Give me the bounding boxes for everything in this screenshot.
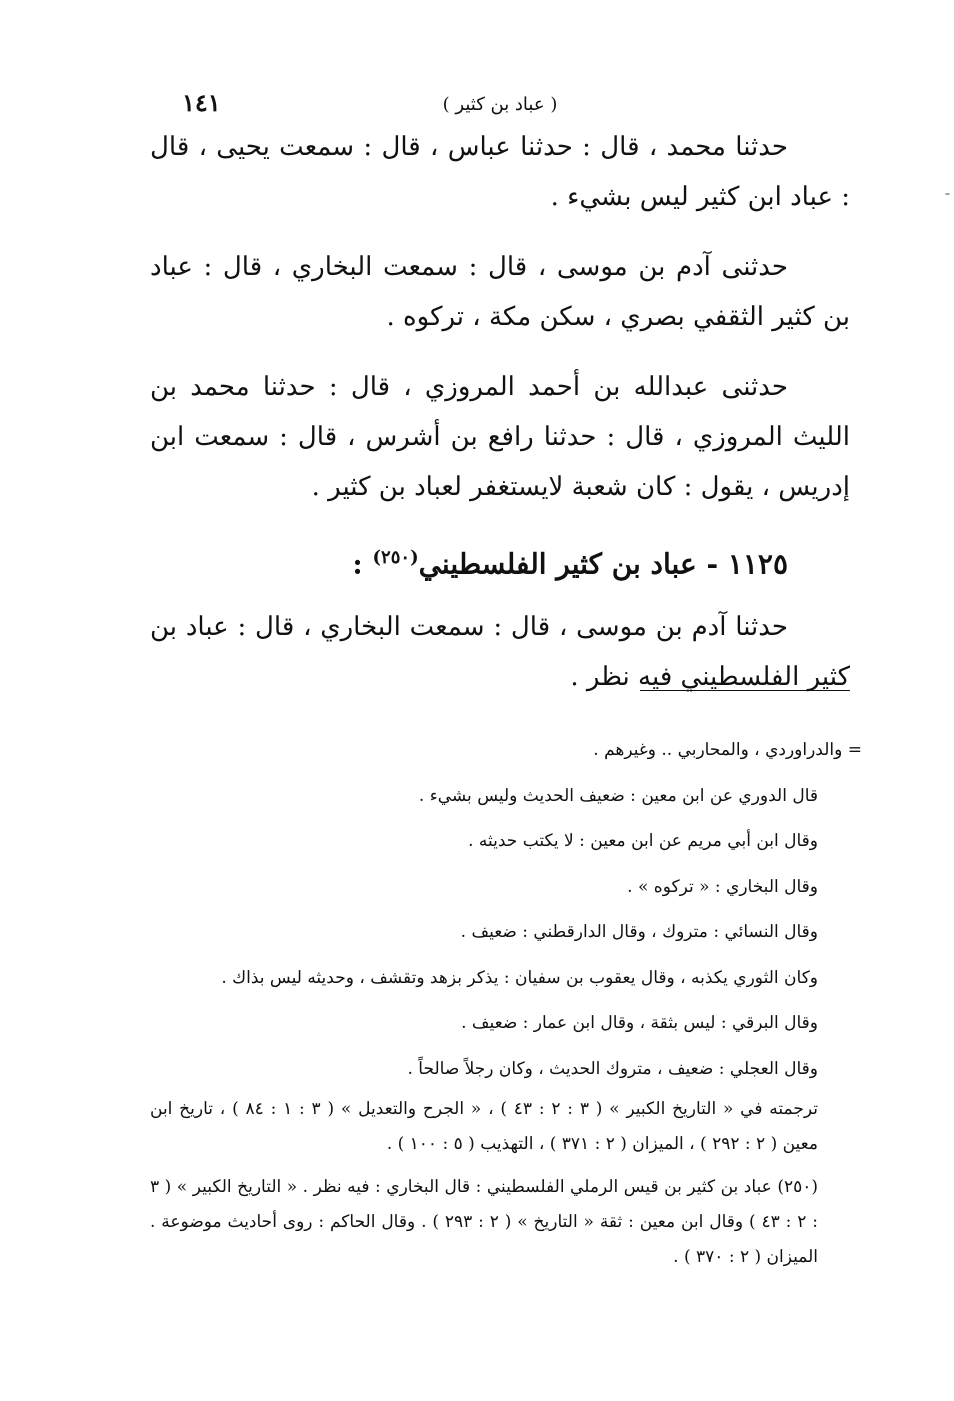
footnotes [150,728,862,1275]
footnote-250: (٢٥٠) عباد بن كثير بن قيس الرملي الفلسطيني : قال البخاري : فيه نظر . « التاريخ الكبير » ( ٣ : ٢ : ٤٣ ) وقال ابن معين : ثقة « التاريخ » ( ٢ : ٢٩٣ ) . وقال الحاكم : روى أحاديث موضوعة . الميزان ( ٢ : ٣٧٠ ) . [150,1177,818,1267]
footnote-line: وقال النسائي : متروك ، وقال الدارقطني : ضعيف . [460,922,818,942]
entry-colon: : [352,547,363,581]
running-title: ( عباد بن كثير ) [442,94,558,115]
paragraph-3: حدثنى عبدالله بن أحمد المروزي ، قال : حدثنا محمد بن الليث المروزي ، قال : حدثنا رافع بن أشرس ، قال : سمعت ابن إدريس ، يقول : كان شعبة لايستغفر لعباد بن كثير . [150,372,850,502]
entry-paragraph: حدثنا آدم بن موسى ، قال : سمعت البخاري ، قال : عباد بن كثير الفلسطيني فيه نظر . [150,612,850,693]
footnote-continuation: = والدراوردي ، والمحاربي .. وغيرهم . [593,740,862,760]
entry-heading [150,532,850,590]
paragraph-2: حدثنى آدم بن موسى ، قال : سمعت البخاري ، قال : عباد بن كثير الثقفي بصري ، سكن مكة ، تركوه . [150,252,850,332]
footnote-line: قال الدوري عن ابن معين : ضعيف الحديث وليس بشيء . [418,785,818,806]
entry-number: ١١٢٥ [727,547,788,581]
entry-name: عباد بن كثير الفلسطيني [418,547,697,581]
paragraph-1: حدثنا محمد ، قال : حدثنا عباس ، قال : سمعت يحيى ، قال : عباد ابن كثير ليس بشيء . [150,132,850,212]
footnote-line: وقال ابن أبي مريم عن ابن معين : لا يكتب حديثه . [468,831,818,851]
main-text [150,122,850,722]
page-number: ١٤١ [182,88,221,117]
footnote-line: وقال البخاري : « تركوه » . [627,876,818,897]
footnote-line: وقال العجلي : ضعيف ، متروك الحديث ، وكان رجلاً صالحاً . [407,1058,818,1079]
scan-mark: ˉ [944,192,951,208]
footnote-line: وكان الثوري يكذبه ، وقال يعقوب بن سفيان : يذكر بزهد وتقشف ، وحديثه ليس بذاك . [221,967,818,988]
running-head [150,88,850,120]
footnote-line: وقال البرقي : ليس بثقة ، وقال ابن عمار : ضعيف . [461,1013,818,1033]
footnote-separator [640,690,850,691]
footnote-sources: ترجمته في « التاريخ الكبير » ( ٣ : ٢ : ٤٣ ) ، « الجرح والتعديل » ( ٣ : ١ : ٨٤ ) ، تاريخ ابن معين ( ٢ : ٢٩٢ ) ، الميزان ( ٢ : ٣٧١ ) ، التهذيب ( ٥ : ١٠٠ ) . [150,1099,818,1154]
footnote-reference: (٢٥٠) [372,547,419,568]
entry-dash: - [706,547,719,581]
